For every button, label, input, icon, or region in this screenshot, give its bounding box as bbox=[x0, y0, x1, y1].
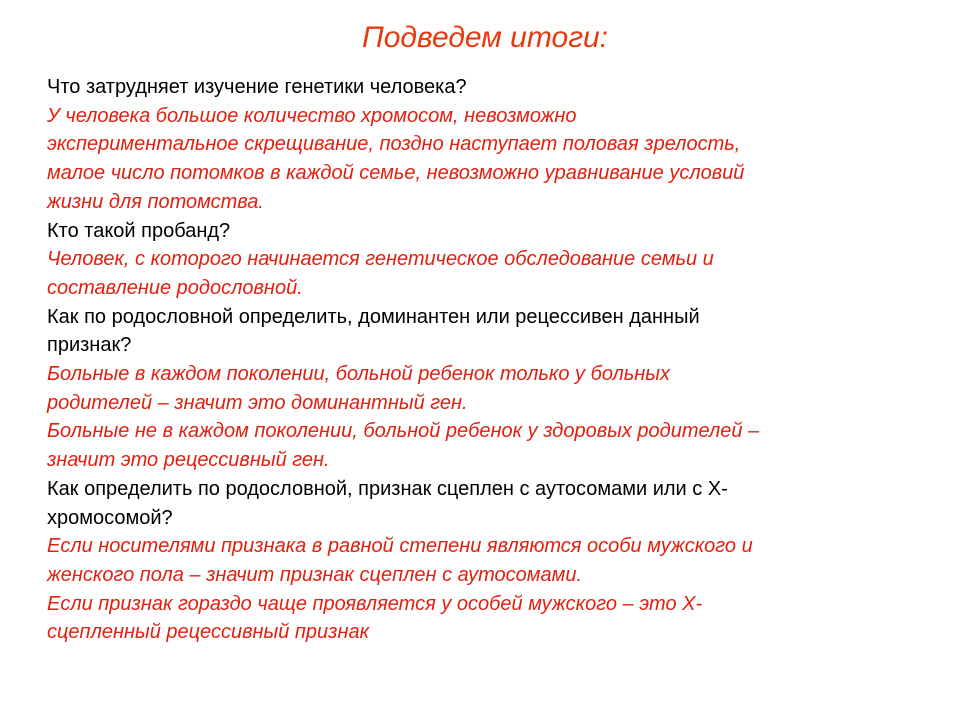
slide-body bbox=[47, 73, 927, 647]
answer-2-line-2: составление родословной. bbox=[47, 276, 303, 299]
question-3-line-1: Как по родословной определить, доминантен или рецессивен данный bbox=[47, 305, 700, 328]
question-1: Что затрудняет изучение генетики человека? bbox=[47, 76, 467, 98]
answer-2-line-1: Человек, с которого начинается генетическое обследование семьи и bbox=[47, 248, 714, 271]
answer-4-line-1: Если носителями признака в равной степени являются особи мужского и bbox=[47, 535, 753, 558]
answer-3-line-4: значит это рецессивный ген. bbox=[47, 449, 330, 472]
question-2: Кто такой пробанд? bbox=[47, 219, 231, 242]
answer-4-line-3: Если признак гораздо чаще проявляется у особей мужского – это Х- bbox=[47, 592, 703, 615]
answer-3-line-2: родителей – значит это доминантный ген. bbox=[47, 391, 468, 414]
answer-3-line-3: Больные не в каждом поколении, больной ребенок у здоровых родителей – bbox=[47, 420, 760, 443]
question-4-line-2: хромосомой? bbox=[47, 506, 173, 529]
question-4-line-1: Как определить по родословной, признак сцеплен с аутосомами или с Х- bbox=[47, 477, 728, 500]
answer-1-line-3: малое число потомков в каждой семье, невозможно уравнивание условий bbox=[47, 162, 745, 185]
answer-1-line-2: экспериментальное скрещивание, поздно наступает половая зрелость, bbox=[47, 133, 741, 156]
question-3-line-2: признак? bbox=[47, 334, 132, 357]
answer-4-line-4: сцепленный рецессивный признак bbox=[47, 621, 370, 644]
slide-title: Подведем итоги: bbox=[361, 21, 609, 54]
answer-4-line-2: женского пола – значит признак сцеплен с аутосомами. bbox=[47, 563, 583, 586]
answer-1-line-1: У человека большое количество хромосом, невозможно bbox=[47, 104, 577, 127]
answer-1-line-4: жизни для потомства. bbox=[47, 190, 264, 213]
answer-3-line-1: Больные в каждом поколении, больной ребенок только у больных bbox=[47, 363, 671, 386]
